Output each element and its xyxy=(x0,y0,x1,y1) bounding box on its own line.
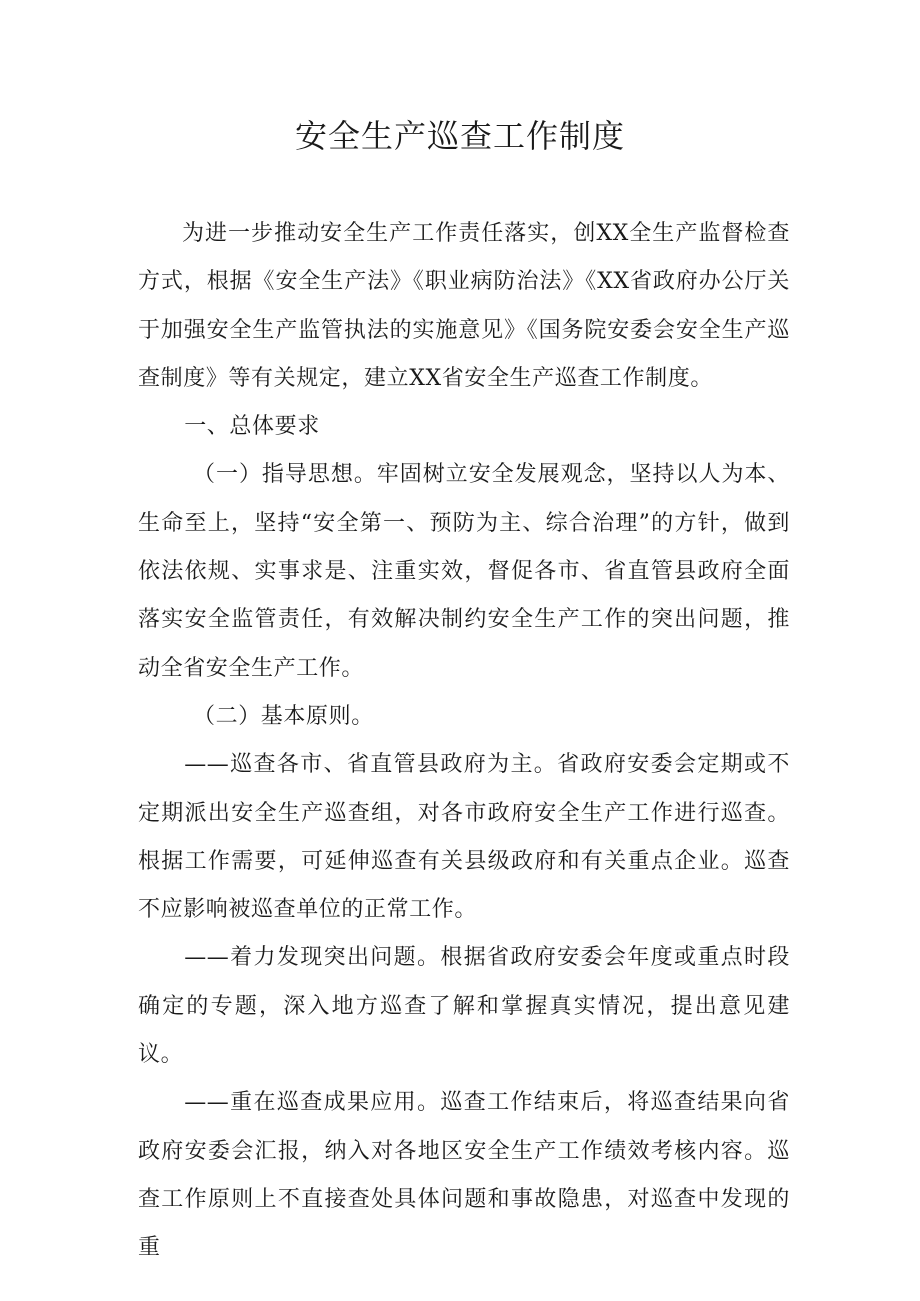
basic-principles-heading: （二）基本原则。 xyxy=(193,703,374,729)
intro-paragraph: 为进一步推动安全生产工作责任落实，创XX全生产监督检查方式，根据《安全生产法》《职业病防治法》《XX省政府办公厅关于加强安全生产监管执法的实施意见》《国务院安委会安全生产巡查制度》等有关规定，建立XX省安全生产巡查工作制度。 xyxy=(138,221,790,391)
guiding-ideology-paragraph: （一）指导思想。牢固树立安全发展观念，坚持以人为本、生命至上，坚持“安全第一、预防为主、综合治理”的方针，做到依法依规、实事求是、注重实效，督促各市、省直管县政府全面落实安全监管责任，有效解决制约安全生产工作的突出问题，推动全省安全生产工作。 xyxy=(138,462,790,681)
document-title: 安全生产巡查工作制度 xyxy=(294,117,625,155)
principle-paragraph: ——重在巡查成果应用。巡查工作结束后，将巡查结果向省政府安委会汇报，纳入对各地区安全生产工作绩效考核内容。巡查工作原则上不直接查处具体问题和事故隐患，对巡查中发现的重 xyxy=(138,1090,790,1261)
principle-paragraph: ——巡查各市、省直管县政府为主。省政府安委会定期或不定期派出安全生产巡查组，对各市政府安全生产工作进行巡查。根据工作需要，可延伸巡查有关县级政府和有关重点企业。巡查不应影响被巡查单位的正常工作。 xyxy=(138,752,790,923)
principle-paragraph: ——着力发现突出问题。根据省政府安委会年度或重点时段确定的专题，深入地方巡查了解和掌握真实情况，提出意见建议。 xyxy=(138,945,790,1068)
document-body xyxy=(138,210,790,1273)
section-heading-general-requirements: 一、总体要求 xyxy=(184,414,320,440)
